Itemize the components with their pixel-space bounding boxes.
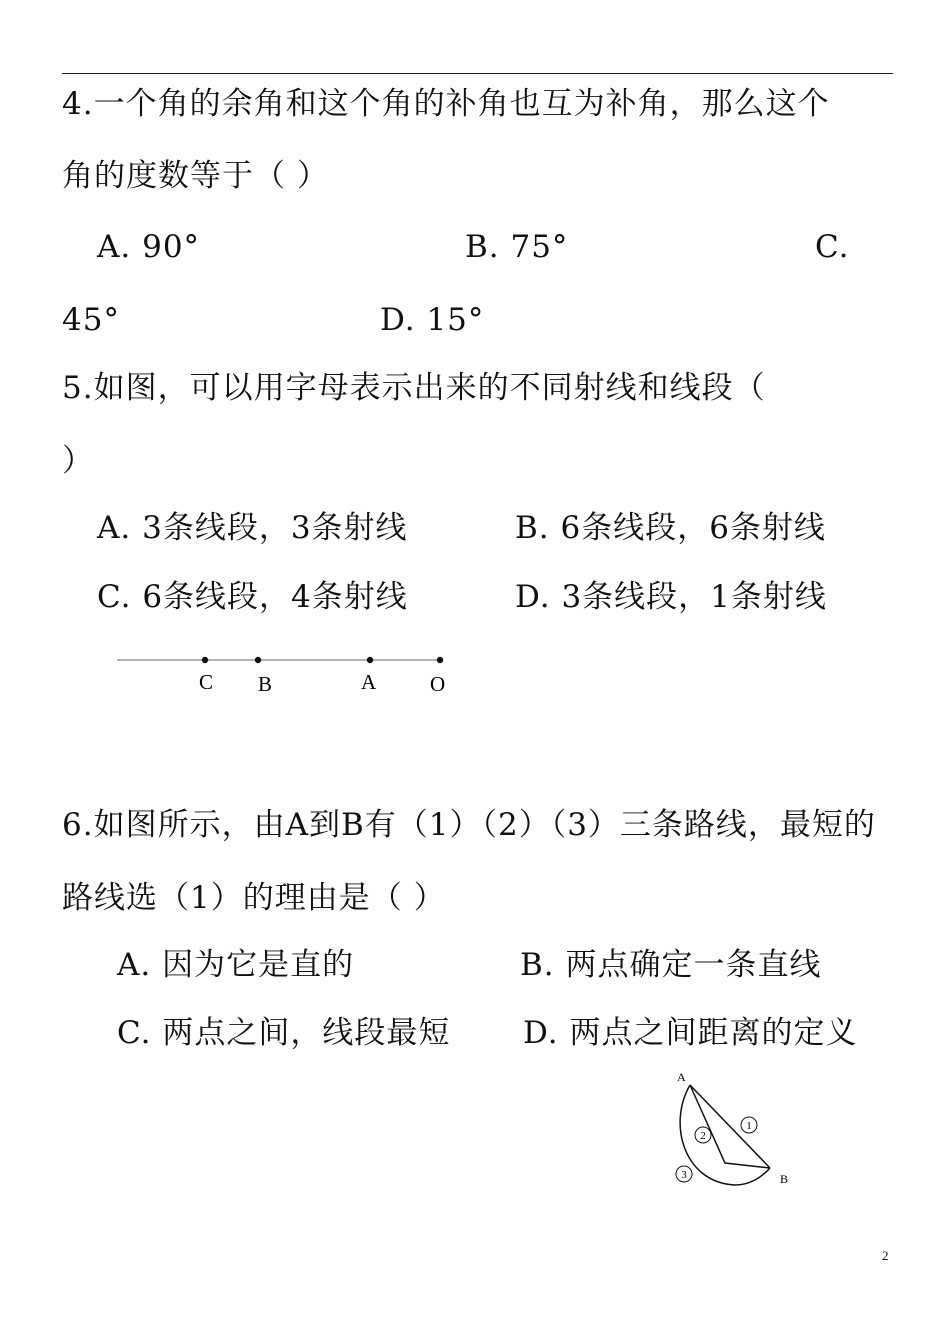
q5-option-d: D. 3条线段，1条射线 [515, 579, 827, 615]
marker-1-text: 1 [746, 1120, 752, 1132]
marker-2-text: 2 [700, 1130, 706, 1142]
q6-stem-line2: 路线选（1）的理由是（ ） [62, 880, 446, 916]
label-route-b: B [780, 1172, 789, 1186]
route-3-arc [680, 1085, 770, 1185]
point-a [367, 657, 373, 663]
q6-option-a: A. 因为它是直的 [117, 947, 355, 983]
label-route-a: A [677, 1070, 686, 1084]
q4-option-a: A. 90° [97, 229, 201, 265]
q5-line-figure [110, 645, 460, 705]
q6-option-b: B. 两点确定一条直线 [520, 947, 822, 983]
q4-option-c-value: 45° [62, 302, 120, 338]
label-c: C [199, 670, 214, 694]
q6-stem-line1: 6.如图所示，由A到B有（1）（2）（3）三条路线，最短的 [62, 807, 876, 843]
q4-option-d: D. 15° [380, 302, 485, 338]
q5-option-a: A. 3条线段，3条射线 [97, 510, 408, 546]
q4-stem-line2: 角的度数等于（ ） [62, 158, 329, 194]
q5-option-b: B. 6条线段，6条射线 [515, 510, 826, 546]
header-rule [62, 73, 893, 74]
q5-option-c: C. 6条线段，4条射线 [97, 579, 408, 615]
point-c [202, 657, 208, 663]
point-o [437, 657, 443, 663]
route-1-segment [690, 1085, 770, 1168]
q6-option-c: C. 两点之间，线段最短 [117, 1015, 451, 1051]
q6-option-d: D. 两点之间距离的定义 [523, 1015, 858, 1051]
q5-stem-line1: 5.如图，可以用字母表示出来的不同射线和线段（ [62, 370, 766, 406]
page-number: 2 [882, 1248, 889, 1263]
q4-option-b: B. 75° [465, 229, 569, 265]
q4-option-c: C. [815, 229, 850, 265]
label-b: B [258, 672, 273, 696]
q5-stem-line2: ） [62, 443, 94, 479]
q6-route-figure [665, 1065, 805, 1195]
marker-3-text: 3 [681, 1169, 687, 1181]
label-a: A [361, 670, 377, 694]
point-b [255, 657, 261, 663]
q4-stem-line1: 4.一个角的余角和这个角的补角也互为补角，那么这个 [62, 86, 830, 122]
label-o: O [430, 672, 446, 696]
